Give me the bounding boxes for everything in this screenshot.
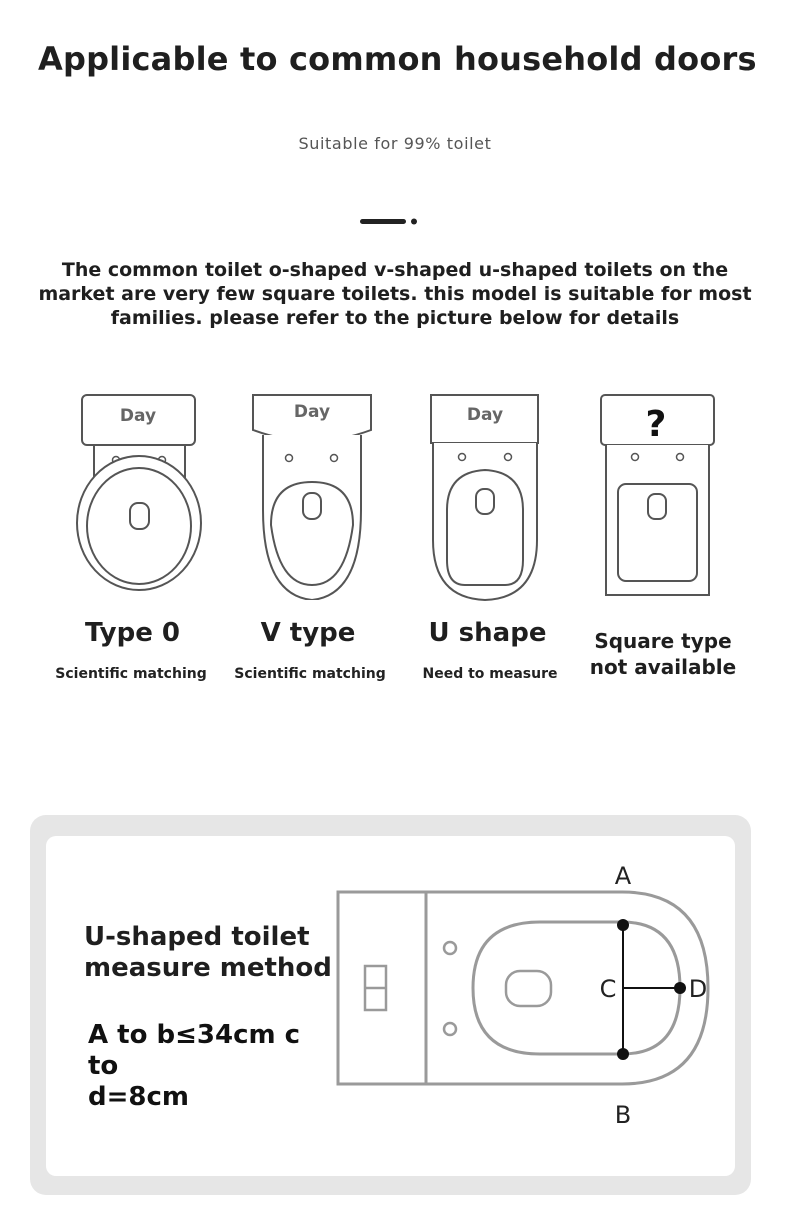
type-name-square-line2: not available <box>589 655 737 679</box>
page-subtitle: Suitable for 99% toilet <box>298 134 492 153</box>
point-b-label: B <box>614 1101 632 1129</box>
measure-value-line1: A to b≤34cm c to <box>88 1020 301 1081</box>
v-type-toilet-icon <box>245 390 380 600</box>
point-a-label: A <box>614 862 632 890</box>
measure-value <box>88 1020 338 1113</box>
measure-title-line1: U-shaped toilet <box>84 922 310 952</box>
page-title: Applicable to common household doors <box>38 40 757 78</box>
type-note-u: Need to measure <box>422 666 558 682</box>
description-text: The common toilet o-shaped v-shaped u-shaped toilets on the market are very few square toilets. this model is suitable for most families. please refer to the picture below for details <box>38 259 752 329</box>
measure-title-line2: measure method <box>84 953 332 983</box>
u-shape-toilet-icon <box>425 390 550 605</box>
point-d-label: D <box>688 975 708 1003</box>
lid-label: Day <box>293 402 331 422</box>
type-name-v: V type <box>260 618 356 648</box>
type-note-v: Scientific matching <box>234 666 386 682</box>
lid-label: Day <box>466 405 504 425</box>
measure-title <box>84 922 344 984</box>
point-c-label: C <box>599 975 617 1003</box>
square-toilet-icon <box>596 390 721 600</box>
o-type-toilet-icon <box>70 390 210 600</box>
divider-icon <box>360 218 420 226</box>
u-shape-measure-diagram <box>330 860 730 1135</box>
type-name-o: Type 0 <box>85 618 180 648</box>
type-name-u: U shape <box>428 618 547 648</box>
type-name-square-line1: Square type <box>594 629 732 653</box>
type-note-o: Scientific matching <box>55 666 207 682</box>
lid-label: Day <box>119 406 157 426</box>
measure-value-line2: d=8cm <box>88 1082 189 1112</box>
question-mark-icon: ? <box>645 404 667 445</box>
